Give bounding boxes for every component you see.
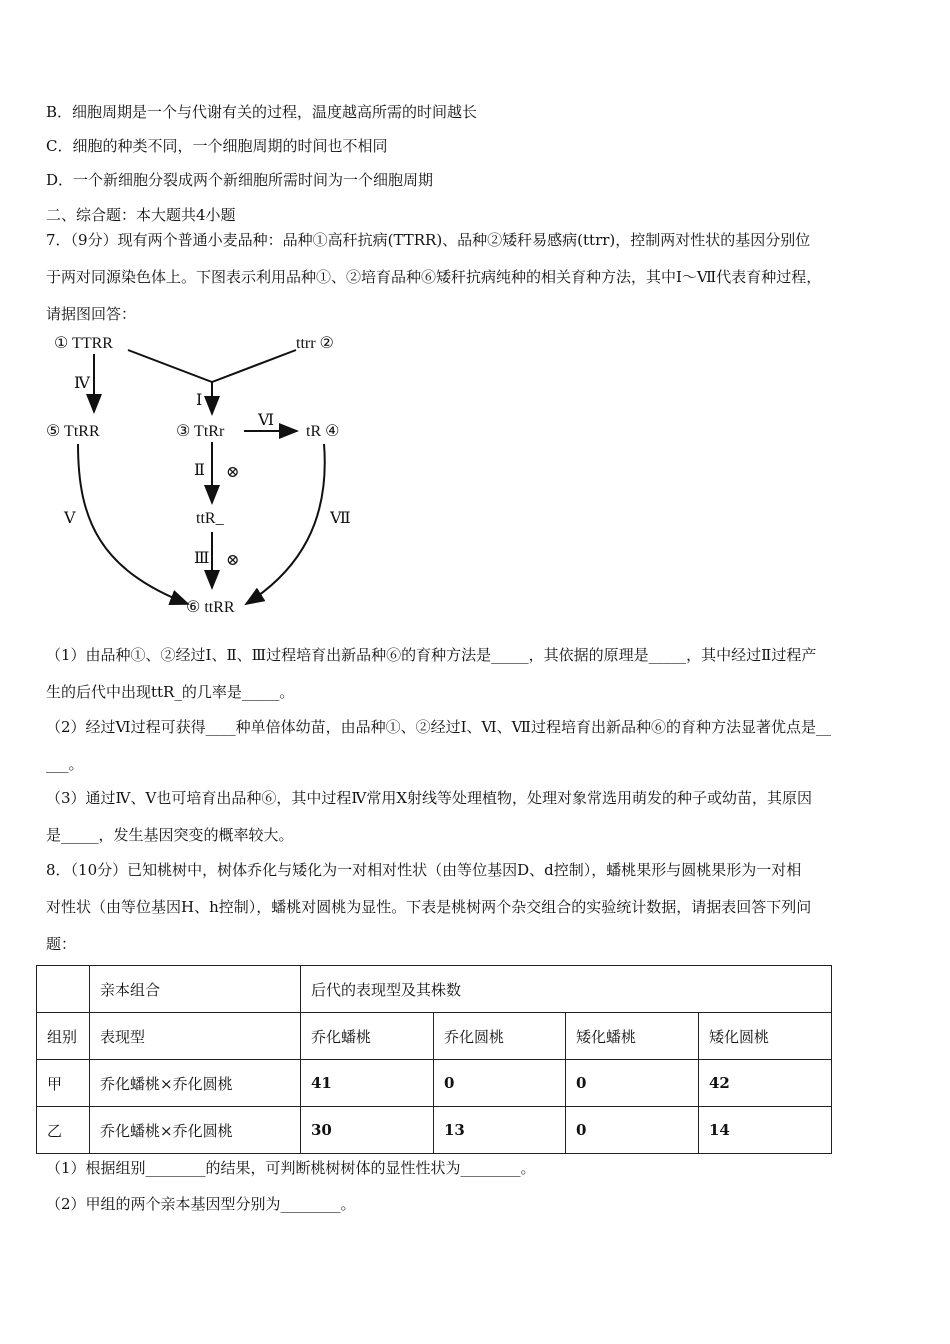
row-value: 14 <box>699 1107 832 1154</box>
row-cross: 乔化蟠桃×乔化圆桃 <box>90 1060 301 1107</box>
row-value: 13 <box>434 1107 566 1154</box>
node-ttrr-1: ① TTRR <box>54 335 113 352</box>
q8-sub1: （1）根据组别________的结果，可判断桃树树体的显性性状为________。 <box>46 1159 536 1177</box>
label-vi: Ⅵ <box>258 412 275 429</box>
label-vii: Ⅶ <box>330 510 351 527</box>
q7-sub1-line2: 生的后代中出现ttR_的几率是_____。 <box>46 683 295 701</box>
table-row <box>37 1060 832 1107</box>
node-ttrr-5: ⑤ TtRR <box>46 423 100 440</box>
header-dwarf-flat: 矮化蟠桃 <box>566 1013 699 1060</box>
q7-sub2-line1: （2）经过Ⅵ过程可获得____种单倍体幼苗，由品种①、②经过Ⅰ、Ⅵ、Ⅶ过程培育出新品种⑥的育种方法显著优点是__ <box>46 718 832 736</box>
line-from-1 <box>128 350 212 382</box>
self-symbol-1: ⊗ <box>226 464 240 481</box>
section-heading: 二、综合题：本大题共4小题 <box>46 206 236 224</box>
q8-stem-line3: 题： <box>46 935 77 953</box>
q8-stem-line1: 8．（10分）已知桃树中，树体乔化与矮化为一对相对性状（由等位基因D、d控制），蟠桃果形与圆桃果形为一对相 <box>46 861 802 879</box>
row-value: 0 <box>566 1060 699 1107</box>
header-dwarf-round: 矮化圆桃 <box>699 1013 832 1060</box>
q7-stem-line3: 请据图回答： <box>46 305 137 323</box>
q7-sub2-line2: ___。 <box>46 755 84 773</box>
node-ttrr-2: ttrr ② <box>296 335 334 352</box>
arrow-vii <box>246 444 325 604</box>
header-parent-cross: 亲本组合 <box>90 966 301 1013</box>
q8-sub2: （2）甲组的两个亲本基因型分别为________。 <box>46 1195 356 1213</box>
row-value: 0 <box>566 1107 699 1154</box>
node-ttrr-6: ⑥ ttRR <box>186 599 235 616</box>
label-iii: Ⅲ <box>194 550 210 567</box>
option-c: C．细胞的种类不同，一个细胞周期的时间也不相同 <box>46 137 388 155</box>
label-v: Ⅴ <box>64 510 76 527</box>
row-value: 42 <box>699 1060 832 1107</box>
label-i: Ⅰ <box>196 392 203 409</box>
breeding-diagram <box>0 0 950 640</box>
row-value: 0 <box>434 1060 566 1107</box>
label-ii: Ⅱ <box>194 462 205 479</box>
header-group: 组别 <box>37 1013 90 1060</box>
table-header-row-1 <box>37 966 832 1013</box>
row-cross: 乔化蟠桃×乔化圆桃 <box>90 1107 301 1154</box>
q7-stem-line2: 于两对同源染色体上。下图表示利用品种①、②培育品种⑥矮秆抗病纯种的相关育种方法，其中Ⅰ～Ⅶ代表育种过程， <box>46 268 822 286</box>
option-b: B．细胞周期是一个与代谢有关的过程，温度越高所需的时间越长 <box>46 103 478 121</box>
header-offspring: 后代的表现型及其株数 <box>301 966 832 1013</box>
table-row <box>37 1107 832 1154</box>
header-tall-round: 乔化圆桃 <box>434 1013 566 1060</box>
table-corner <box>37 966 90 1013</box>
q7-stem-line1: 7．（9分）现有两个普通小麦品种：品种①高秆抗病(TTRR)、品种②矮秆易感病(ttrr)，控制两对性状的基因分别位 <box>46 231 811 249</box>
node-ttrr-3: ③ TtRr <box>176 423 225 440</box>
header-tall-flat: 乔化蟠桃 <box>301 1013 434 1060</box>
cross-data-table <box>36 965 832 1154</box>
row-value: 41 <box>301 1060 434 1107</box>
diagram-arrows <box>0 0 950 640</box>
arrow-v <box>78 444 188 604</box>
node-ttr: ttR_ <box>196 510 224 527</box>
header-phenotype: 表现型 <box>90 1013 301 1060</box>
option-d: D．一个新细胞分裂成两个新细胞所需时间为一个细胞周期 <box>46 171 434 189</box>
self-symbol-2: ⊗ <box>226 552 240 569</box>
node-tr-4: tR ④ <box>306 423 340 440</box>
q7-sub1-line1: （1）由品种①、②经过Ⅰ、Ⅱ、Ⅲ过程培育出新品种⑥的育种方法是_____，其依据的原理是_____，其中经过Ⅱ过程产 <box>46 646 817 664</box>
table-header-row-2 <box>37 1013 832 1060</box>
line-from-2 <box>212 350 296 382</box>
q8-stem-line2: 对性状（由等位基因H、h控制），蟠桃对圆桃为显性。下表是桃树两个杂交组合的实验统计数据，请据表回答下列问 <box>46 898 812 916</box>
q7-sub3-line2: 是_____，发生基因突变的概率较大。 <box>46 826 294 844</box>
label-iv: Ⅳ <box>74 375 90 392</box>
row-group: 甲 <box>37 1060 90 1107</box>
row-group: 乙 <box>37 1107 90 1154</box>
row-value: 30 <box>301 1107 434 1154</box>
q7-sub3-line1: （3）通过Ⅳ、Ⅴ也可培育出品种⑥，其中过程Ⅳ常用X射线等处理植物，处理对象常选用萌发的种子或幼苗，其原因 <box>46 789 813 807</box>
